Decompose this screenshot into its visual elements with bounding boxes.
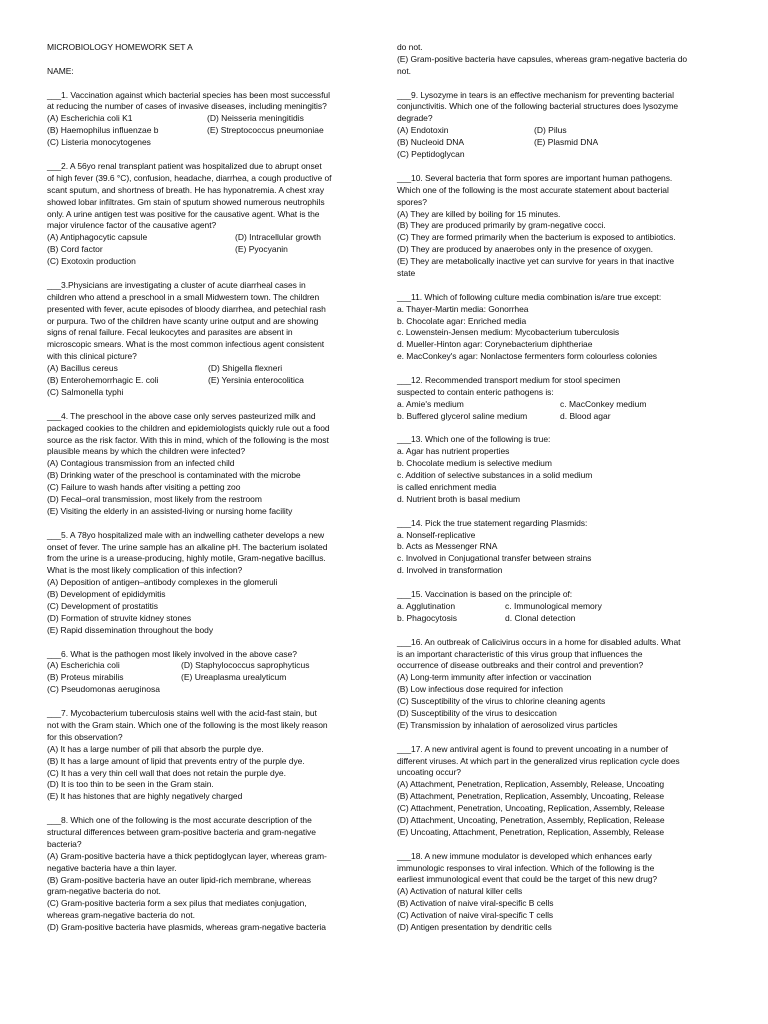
question-stem: ___10. Several bacteria that form spores are important human pathogens. <box>397 172 673 183</box>
question-block <box>397 292 727 363</box>
question-text-line: What is the most likely complication of this infection? <box>47 565 243 576</box>
question-text-line: (D) Antigen presentation by dendritic cells <box>397 922 552 933</box>
question-text-line: or purpura. Two of the children have scanty urine output and are showing <box>47 315 319 326</box>
answer-option: c. Immunological memory <box>505 600 602 611</box>
question-text-line: (D) They are produced by anaerobes only in the presence of oxygen. <box>397 244 653 255</box>
question-text-line: (A) Gram-positive bacteria have a thick peptidoglycan layer, whereas gram- <box>47 850 327 861</box>
question-text-line: (B) They are produced primarily by gram-negative cocci. <box>397 220 606 231</box>
question-text-line: degrade? <box>397 113 433 124</box>
answer-options <box>47 232 365 268</box>
question-text-line: at reducing the number of cases of invasive diseases, including meningitis? <box>47 101 327 112</box>
answer-option: c. MacConkey medium <box>560 398 647 409</box>
question-block <box>47 815 365 934</box>
answer-options <box>397 399 727 423</box>
question-text-line: is called enrichment media <box>397 482 497 493</box>
question-text-line: (B) Drinking water of the preschool is contaminated with the microbe <box>47 470 301 481</box>
question-text-line: whereas gram-negative bacteria do not. <box>47 910 195 921</box>
answer-options <box>397 125 727 161</box>
answer-option: a. Amie's medium <box>397 398 464 409</box>
answer-option: (E) Streptococcus pneumoniae <box>207 125 324 136</box>
question-block <box>47 280 365 399</box>
question-text-line: microscopic smears. What is the most common infectious agent consistent <box>47 339 325 350</box>
question-text-line: (A) Attachment, Penetration, Replication, Assembly, Release, Uncoating <box>397 779 665 790</box>
question-text-line: b. Chocolate medium is selective medium <box>397 458 552 469</box>
question-text-line: gram-negative bacteria do not. <box>47 886 161 897</box>
answer-options <box>47 363 365 399</box>
question-text-line: is an important characteristic of this virus group that influences the <box>397 648 643 659</box>
question-stem: ___3.Physicians are investigating a cluster of acute diarrheal cases in <box>47 279 306 290</box>
question-text-line: (A) Activation of natural killer cells <box>397 886 523 897</box>
answer-option: (D) Staphylococcus saprophyticus <box>181 660 310 671</box>
question-text-line: (D) Fecal–oral transmission, most likely from the restroom <box>47 493 262 504</box>
answer-option: (C) Peptidoglycan <box>397 149 465 160</box>
question-block <box>397 589 727 625</box>
question-text-line: (E) Visiting the elderly in an assisted-living or nursing home facility <box>47 505 293 516</box>
question-text-line: (A) Contagious transmission from an infected child <box>47 458 235 469</box>
question-stem: ___6. What is the pathogen most likely involved in the above case? <box>47 648 297 659</box>
question-block <box>47 530 365 637</box>
question-text-line: d. Nutrient broth is basal medium <box>397 493 521 504</box>
question-block <box>397 518 727 577</box>
question-block <box>397 434 727 505</box>
question-text-line: packaged cookies to the children and epidemiologists quickly rule out a food <box>47 422 330 433</box>
question-text-line: (C) Activation of naive viral-specific T cells <box>397 910 554 921</box>
answer-option: (A) Endotoxin <box>397 125 449 136</box>
question-text-line: (E) They are metabolically inactive yet can survive for years in that inactive <box>397 256 675 267</box>
question-stem: ___2. A 56yo renal transplant patient was hospitalized due to abrupt onset <box>47 160 322 171</box>
answer-option: (D) Intracellular growth <box>235 232 321 243</box>
answer-option: (C) Pseudomonas aeruginosa <box>47 684 160 695</box>
question-text-line: d. Mueller-Hinton agar: Corynebacterium diphtheriae <box>397 339 593 350</box>
question-text-line: presented with fever, acute episodes of bloody diarrhea, and petechial rash <box>47 303 326 314</box>
question-text-line: different viruses. At which part in the generalized virus replication cycle does <box>397 755 680 766</box>
question-text-line: suspected to contain enteric pathogens is: <box>397 386 554 397</box>
answer-option: (B) Enterohemorrhagic E. coli <box>47 375 159 386</box>
question-text-line: (B) Development of epididymitis <box>47 589 166 600</box>
question-text-line: not. <box>397 65 411 76</box>
answer-option: (E) Plasmid DNA <box>534 137 599 148</box>
question-stem: ___9. Lysozyme in tears is an effective mechanism for preventing bacterial <box>397 89 674 100</box>
answer-option: a. Agglutination <box>397 600 456 611</box>
answer-option: (B) Haemophilus influenzae b <box>47 125 159 136</box>
answer-option: b. Buffered glycerol saline medium <box>397 410 528 421</box>
question-text-line: (A) Deposition of antigen–antibody complexes in the glomeruli <box>47 577 278 588</box>
answer-option: d. Blood agar <box>560 410 611 421</box>
question-text-line: bacteria? <box>47 838 82 849</box>
question-text-line: (D) Attachment, Uncoating, Penetration, Assembly, Replication, Release <box>397 815 665 825</box>
question-text-line: a. Agar has nutrient properties <box>397 446 510 457</box>
question-text-line: (E) Transmission by inhalation of aerosolized virus particles <box>397 719 618 730</box>
question-text-line: a. Nonself-replicative <box>397 529 476 540</box>
question-block <box>47 411 365 518</box>
answer-option: (A) Escherichia coli <box>47 660 120 671</box>
left-column <box>47 42 365 934</box>
answer-option: (B) Cord factor <box>47 244 103 255</box>
question-stem: ___15. Vaccination is based on the principle of: <box>397 589 573 600</box>
right-question-list <box>397 42 727 934</box>
question-text-line: earliest immunological event that could be the target of this new drug? <box>397 874 658 885</box>
question-text-line: Which one of the following is the most accurate statement about bacterial <box>397 184 669 195</box>
question-stem: ___14. Pick the true statement regarding Plasmids: <box>397 517 588 528</box>
question-text-line: scant sputum, and shortness of breath. He has hyponatremia. A chest xray <box>47 184 325 195</box>
question-text-line: not with the Gram stain. Which one of the following is the most likely reason <box>47 719 328 730</box>
question-text-line: from the urine is a urease-producing, highly motile, Gram-negative bacillus. <box>47 553 326 564</box>
question-block <box>47 161 365 268</box>
worksheet-title: MICROBIOLOGY HOMEWORK SET A <box>47 42 193 52</box>
question-stem: ___7. Mycobacterium tuberculosis stains well with the acid-fast stain, but <box>47 708 317 719</box>
question-text-line: structural differences between gram-positive bacteria and gram-negative <box>47 826 316 837</box>
question-text-line: (C) Gram-positive bacteria form a sex pilus that mediates conjugation, <box>47 898 307 909</box>
answer-options <box>47 113 365 149</box>
right-column <box>397 42 727 934</box>
question-text-line: children who attend a preschool in a small Midwestern town. The children <box>47 291 320 302</box>
question-text-line: c. Lowenstein-Jensen medium: Mycobacterium tuberculosis <box>397 327 620 338</box>
question-stem: ___13. Which one of the following is true: <box>397 434 551 445</box>
question-stem: do not. <box>397 42 423 52</box>
question-text-line: (A) It has a large number of pili that absorb the purple dye. <box>47 743 264 754</box>
answer-option: (E) Pyocyanin <box>235 244 288 255</box>
question-text-line: for this observation? <box>47 731 123 742</box>
name-label: NAME: <box>47 65 74 76</box>
answer-option: (C) Listeria monocytogenes <box>47 137 151 148</box>
question-stem: ___8. Which one of the following is the most accurate description of the <box>47 815 312 826</box>
question-text-line: d. Involved in transformation <box>397 565 503 576</box>
question-text-line: (D) Formation of struvite kidney stones <box>47 612 192 623</box>
question-text-line: occurrence of disease outbreaks and their control and prevention? <box>397 660 644 671</box>
question-stem: ___5. A 78yo hospitalized male with an indwelling catheter develops a new <box>47 529 325 540</box>
question-text-line: (C) It has a very thin cell wall that does not retain the purple dye. <box>47 767 286 778</box>
answer-option: (D) Neisseria meningitidis <box>207 113 304 124</box>
answer-option: b. Phagocytosis <box>397 612 458 623</box>
question-text-line: negative bacteria have a thin layer. <box>47 862 177 873</box>
question-text-line: a. Thayer-Martin media: Gonorrhea <box>397 303 529 314</box>
question-stem: ___12. Recommended transport medium for stool specimen <box>397 374 621 385</box>
question-stem: ___16. An outbreak of Calicivirus occurs in a home for disabled adults. What <box>397 636 681 647</box>
question-text-line: b. Chocolate agar: Enriched media <box>397 315 527 326</box>
question-text-line: b. Acts as Messenger RNA <box>397 541 498 552</box>
answer-option: (E) Ureaplasma urealyticum <box>181 672 287 683</box>
question-text-line: (B) Low infectious dose required for infection <box>397 684 563 695</box>
answer-options <box>47 660 365 696</box>
question-text-line: (A) They are killed by boiling for 15 minutes. <box>397 208 561 219</box>
question-text-line: (B) Attachment, Penetration, Replication, Assembly, Uncoating, Release <box>397 791 665 802</box>
question-text-line: state <box>397 267 416 278</box>
question-stem: ___18. A new immune modulator is developed which enhances early <box>397 850 652 861</box>
question-text-line: (C) Attachment, Penetration, Uncoating, Replication, Assembly, Release <box>397 803 665 814</box>
question-text-line: (A) Long-term immunity after infection or vaccination <box>397 672 592 683</box>
question-stem: ___4. The preschool in the above case only serves pasteurized milk and <box>47 410 316 421</box>
question-block <box>397 173 727 280</box>
question-text-line: (B) Activation of naive viral-specific B cells <box>397 898 554 909</box>
question-block <box>47 708 365 803</box>
question-text-line: (E) Uncoating, Attachment, Penetration, Replication, Assembly, Release <box>397 826 665 837</box>
answer-option: (A) Escherichia coli K1 <box>47 113 133 124</box>
question-text-line: (B) Gram-positive bacteria have an outer lipid-rich membrane, whereas <box>47 874 311 885</box>
question-block <box>397 90 727 161</box>
answer-option: (B) Proteus mirabilis <box>47 672 124 683</box>
question-text-line: (D) Susceptibility of the virus to desiccation <box>397 707 557 718</box>
answer-option: (A) Antiphagocytic capsule <box>47 232 148 243</box>
question-text-line: onset of fever. The urine sample has an alkaline pH. The bacterium isolated <box>47 541 328 552</box>
question-text-line: showed lobar infiltrates. Gm stain of sputum showed numerous neutrophils <box>47 196 325 207</box>
question-text-line: only. A urine antigen test was positive for the causative agent. What is the <box>47 208 320 219</box>
question-block <box>397 42 727 78</box>
question-text-line: (C) Susceptibility of the virus to chlorine cleaning agents <box>397 696 606 707</box>
answer-option: d. Clonal detection <box>505 612 576 623</box>
question-text-line: (E) It has histones that are highly negatively charged <box>47 791 243 802</box>
question-text-line: (D) Gram-positive bacteria have plasmids, whereas gram-negative bacteria <box>47 922 326 933</box>
question-stem: ___17. A new antiviral agent is found to prevent uncoating in a number of <box>397 743 668 754</box>
answer-option: (C) Salmonella typhi <box>47 386 124 397</box>
question-block <box>397 851 727 934</box>
question-text-line: major virulence factor of the causative agent? <box>47 220 217 231</box>
question-text-line: source as the risk factor. With this in mind, which of the following is the most <box>47 434 329 445</box>
question-text-line: of high fever (39.6 °C), confusion, headache, diarrhea, a cough productive of <box>47 172 332 183</box>
answer-option: (E) Yersinia enterocolitica <box>208 375 304 386</box>
question-stem: ___1. Vaccination against which bacterial species has been most successful <box>47 89 330 100</box>
question-text-line: (E) Gram-positive bacteria have capsules, whereas gram-negative bacteria do <box>397 53 688 64</box>
question-text-line: (E) Rapid dissemination throughout the body <box>47 624 214 635</box>
question-stem: ___11. Which of following culture media combination is/are true except: <box>397 291 662 302</box>
question-text-line: plausible means by which the children were infected? <box>47 446 246 457</box>
question-text-line: uncoating occur? <box>397 767 461 778</box>
answer-option: (B) Nucleoid DNA <box>397 137 465 148</box>
question-block <box>397 637 727 732</box>
question-text-line: (C) Development of prostatitis <box>47 601 158 611</box>
question-text-line: c. Involved in Conjugational transfer between strains <box>397 553 592 564</box>
question-text-line: signs of renal failure. Fecal leukocytes and parasites are absent in <box>47 327 293 338</box>
question-text-line: (D) It is too thin to be seen in the Gram stain. <box>47 779 214 790</box>
answer-options <box>397 601 727 625</box>
question-block <box>397 744 727 839</box>
question-text-line: c. Addition of selective substances in a solid medium <box>397 470 593 481</box>
question-text-line: (C) They are formed primarily when the bacterium is exposed to antibiotics. <box>397 232 676 243</box>
question-block <box>47 649 365 697</box>
question-text-line: conjunctivitis. Which one of the following bacterial structures does lysozyme <box>397 101 679 112</box>
question-text-line: (C) Failure to wash hands after visiting a petting zoo <box>47 482 241 493</box>
question-text-line: spores? <box>397 196 427 207</box>
question-text-line: e. MacConkey's agar: Nonlactose fermenters form colourless colonies <box>397 351 657 362</box>
question-block <box>397 375 727 423</box>
question-text-line: with this clinical picture? <box>47 351 137 362</box>
question-block <box>47 90 365 150</box>
question-text-line: (B) It has a large amount of lipid that prevents entry of the purple dye. <box>47 755 305 766</box>
answer-option: (D) Pilus <box>534 125 567 136</box>
left-question-list <box>47 90 365 934</box>
answer-option: (A) Bacillus cereus <box>47 363 118 374</box>
answer-option: (C) Exotoxin production <box>47 256 136 267</box>
question-text-line: immunologic responses to viral infection. Which of the following is the <box>397 862 655 873</box>
answer-option: (D) Shigella flexneri <box>208 363 283 374</box>
